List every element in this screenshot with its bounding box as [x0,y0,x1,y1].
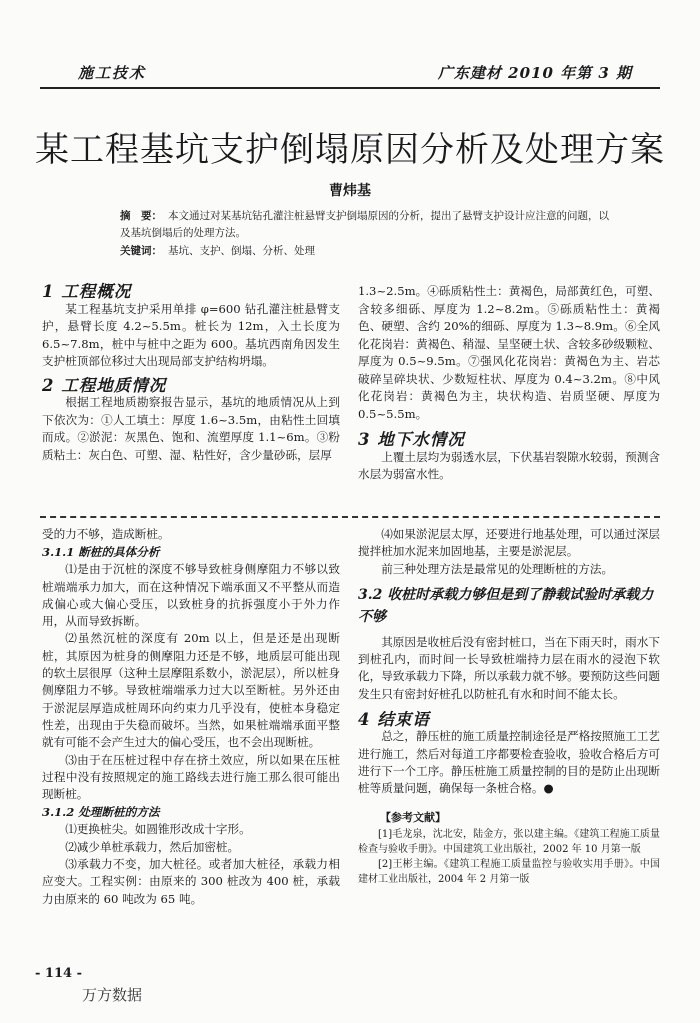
author: 曹炜基 [329,183,371,199]
keywords-text: 基坑、支护、倒塌、分析、处理 [168,245,315,257]
abstract-text: 本文通过对某基坑钻孔灌注桩悬臂支护倒塌原因的分析，提出了悬臂支护设计应注意的问题，以及基坑倒塌后的处理方法。 [120,210,609,239]
article-title: 某工程基坑支护倒塌原因分析及处理方案 [35,130,665,170]
section-1-heading: 1 工程概况 [42,282,132,301]
paragraph-cause-3: ⑶由于在压桩过程中存在挤土效应，所以如果在压桩过程中没有按照规定的施工路线去进行施工那么很可能出现断桩。 [42,752,340,802]
section-3-paragraph: 上覆土层均为弱透水层，下伏基岩裂隙水较弱，预测含水层为弱富水性。 [358,449,660,481]
section-4-heading: 4 结束语 [358,710,430,730]
upper-right-column [358,283,660,484]
references-title: 【参考文献】 [380,810,446,824]
paragraph-cause-1: ⑴是由于沉桩的深度不够导致桩身侧摩阻力不够以致桩端端承力加大，而在这种情况下端承面又不平整从而造成偏心或大偏心受压，以致桩身的抗拆强度小于外力作用，从而导致拆断。 [42,562,340,629]
abstract-label: 摘 要： [120,210,162,222]
watermark: 万方数据 [82,986,143,1004]
section-2-paragraph-1: 根据工程地质勘察报告显示，基坑的地质情况从上到下依次为：①人工填土：厚度 1.6~3.5m，由粘性土回填而成。②淤泥：灰黑色、饱和、流塑厚度 1.1~6m。③粉质粘土：灰白色、可塑、湿、粘性好，含少量砂砾，层厚 [42,395,340,462]
keywords [120,243,610,258]
header-rule [40,87,660,89]
reference-item: [1]毛龙泉，沈北安，陆金方，张以建主编。《建筑工程施工质量检查与验收手册》。中国建筑工业出版社，2002 年 10 月第一版 [358,828,660,855]
upper-left-column [42,283,340,464]
running-head-right: 广东建材 2010 年第 3 期 [437,64,632,82]
paragraph-cause-2: ⑵虽然沉桩的深度有 20m 以上，但是还是出现断桩，其原因为桩身的侧摩阻力还是不够，地质层可能出现的软土层很厚（这种土层摩阻系数小，淤泥层），所以桩身侧摩阻力不够。导致桩端端承力过大以至断桩。另外还由于淤泥层厚造成桩周环向约束力几乎没有，使桩本身稳定性差，出现由于失稳而破坏。当然，如果桩端端承面平整就有可能不会产生过大的偏心受压，也不会出现断桩。 [42,631,340,750]
section-2-paragraph-2: 1.3~2.5m。④砾质粘性土：黄褐色，局部黄红色，可塑、含较多细砾、厚度为 1.2~8.2m。⑤砾质粘性土：黄褐色、硬塑、含约 20%的细砾、厚度为 1.3~8.9m。⑥全风化花岗岩：黄褐色、稍湿、呈坚硬土状、含较多砂级颗粒、厚度为 0.5~9.5m。⑦强风化花岗岩：黄褐色为主、岩芯破碎呈碎块状、少数短柱状、厚度为 0.4~3.2m。⑧中风化花岗岩：黄褐色为主，块状构造、岩质坚硬、厚度为 0.5~5.5m。 [358,284,660,421]
subsection-3-1-2-heading: 3.1.2 处理断桩的方法 [42,805,160,820]
section-2-heading: 2 工程地质情况 [42,375,167,395]
running-head-left: 施工技术 [78,64,147,82]
section-1-paragraph: 某工程基坑支护采用单排 φ=600 钻孔灌注桩悬臂支护，悬臂长度 4.2~5.5m。桩长为 12m，入土长度为 6.5~7.8m，桩中与桩中之距为 600。基坑西南角因发生支护桩顶部位移过大出现局部支护结构坍塌。 [42,301,340,368]
references [358,810,660,887]
subsection-3-2-heading: 3.2 收桩时承载力够但是到了静载试验时承载力不够 [358,586,654,625]
paragraph-method-2: ⑵减少单桩承载力，然后加密桩。 [65,839,240,854]
abstract [120,208,610,242]
lower-left-column [42,526,340,908]
subsection-3-1-1-heading: 3.1.1 断桩的具体分析 [42,545,160,560]
page-number: - 114 - [35,966,82,981]
paragraph-method-1: ⑴更换桩尖。如圆锥形改成十字形。 [65,822,251,837]
paragraph-common-methods: 前三种处理方法是最常见的处理断桩的方法。 [381,561,614,576]
paragraph-method-3: ⑶承载力不变，加大桩径。或者加大桩径，承载力相应变大。工程实例：由原来的 300 桩改为 400 桩，承载力由原来的 60 吨改为 65 吨。 [42,857,340,906]
paragraph-method-4: ⑷如果淤泥层太厚，还要进行地基处理，可以通过深层搅拌桩加水泥来加固地基，主要是淤泥层。 [358,527,660,559]
conclusion-paragraph: 总之，静压桩的施工质量控制途径是严格按照施工工艺进行施工，然后对每道工序都要检查验收，验收合格后方可进行下一个工序。静压桩施工质量控制的目的是防止出现断桩等质量问题，确保每一条桩合格。● [358,729,660,796]
keywords-label: 关键词： [120,245,162,257]
lower-right-column [358,526,660,887]
section-3-heading: 3 地下水情况 [358,430,465,449]
reference-item: [2]王彬主编。《建筑工程施工质量监控与验收实用手册》。中国建材工业出版社，2004 年 2 月第一版 [358,858,660,885]
page-divider [40,516,660,518]
paragraph-3-2: 其原因是收桩后没有密封桩口，当在下雨天时，雨水下到桩孔内，而时间一长导致桩端持力层在雨水的浸泡下软化，导致承载力下降，所以承载力就不够。要预防这些问题发生只有密封好桩孔以防桩孔有水和时间不能太长。 [358,634,660,701]
paragraph-continued: 受的力不够，造成断桩。 [42,527,170,541]
